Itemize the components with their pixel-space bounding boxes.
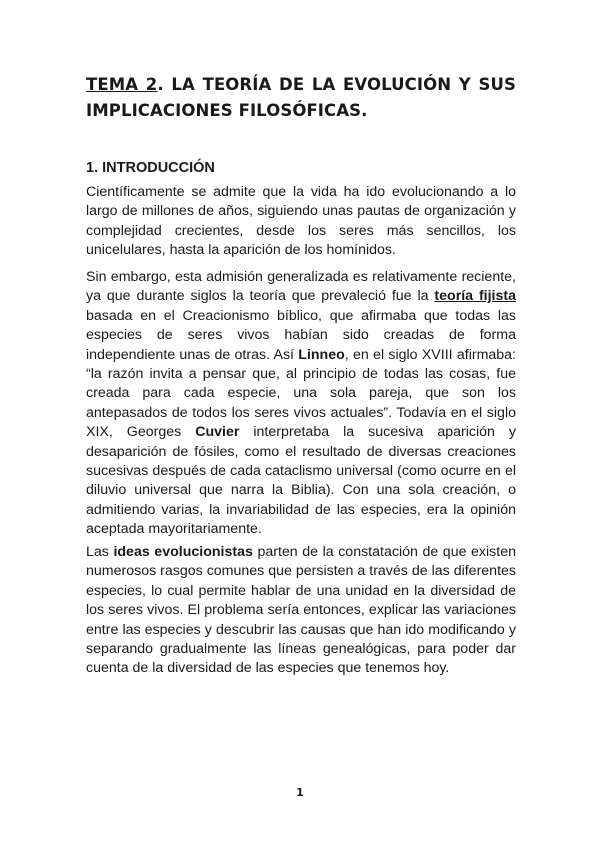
paragraph-2-text-1: Sin embargo, esta admisión generalizada es relativamente reciente, ya que durante siglos la teoría que prevaleció fue la: [86, 269, 516, 305]
page-number: 1: [296, 786, 304, 799]
paragraph-3-text-1: Las: [86, 544, 114, 560]
term-ideas-evolucionistas: ideas evolucionistas: [113, 544, 253, 560]
paragraph-2-text-2: basada en el Creacionismo bíblico, que afirmaba que todas las especies de seres vivos habían sido creadas de forma independiente unas de otras. Así: [86, 307, 516, 363]
document-title: [86, 72, 516, 124]
paragraph-1: Científicamente se admite que la vida ha ido evolucionando a lo largo de millones de años, siguiendo unas pautas de organización y complejidad crecientes, desde los seres más sencillos, los unicelulares, hasta la aparición de los homínidos.: [86, 184, 516, 259]
paragraph-2: [86, 268, 516, 540]
term-cuvier: Cuvier: [195, 424, 240, 441]
paragraph-2-text-4: interpretaba la sucesiva aparición y desaparición de fósiles, como el resultado de diversas creaciones sucesivas después de cada cataclismo universal (como ocurre en el diluvio universal que narra la Biblia). Con una sola creación, o admitiendo varias, la invariabilidad de las especies, era la opinión aceptada mayoritariamente.: [86, 424, 517, 538]
title-topic-number: TEMA 2: [86, 75, 158, 94]
title-text: . LA TEORÍA DE LA EVOLUCIÓN Y SUS IMPLICACIONES FILOSÓFICAS.: [86, 75, 516, 120]
paragraph-2-text-3: , en el siglo XVIII afirmaba: “la razón invita a pensar que, al principio de todas las cosas, fue creada para cada especie, una sola pareja, que son los antepasados de todos los seres vivos actuales”. Todavía en el siglo XIX, Georges: [86, 346, 516, 441]
paragraph-3: [86, 543, 516, 679]
term-teoria-fijista: teoría fijista: [434, 288, 517, 305]
section-heading: 1. INTRODUCCIÓN: [86, 160, 215, 176]
paragraph-3-text-2: parten de la constatación de que existen numerosos rasgos comunes que persisten a través de las diferentes especies, lo cual permite hablar de una unidad en la diversidad de los seres vivos. El problema sería entonces, explicar las variaciones entre las especies y descubrir las causas que han ido modificando y separando gradualmente las líneas genealógicas, para poder dar cuenta de la diversidad de las especies que tenemos hoy.: [86, 544, 516, 677]
term-linneo: Linneo: [298, 346, 345, 363]
